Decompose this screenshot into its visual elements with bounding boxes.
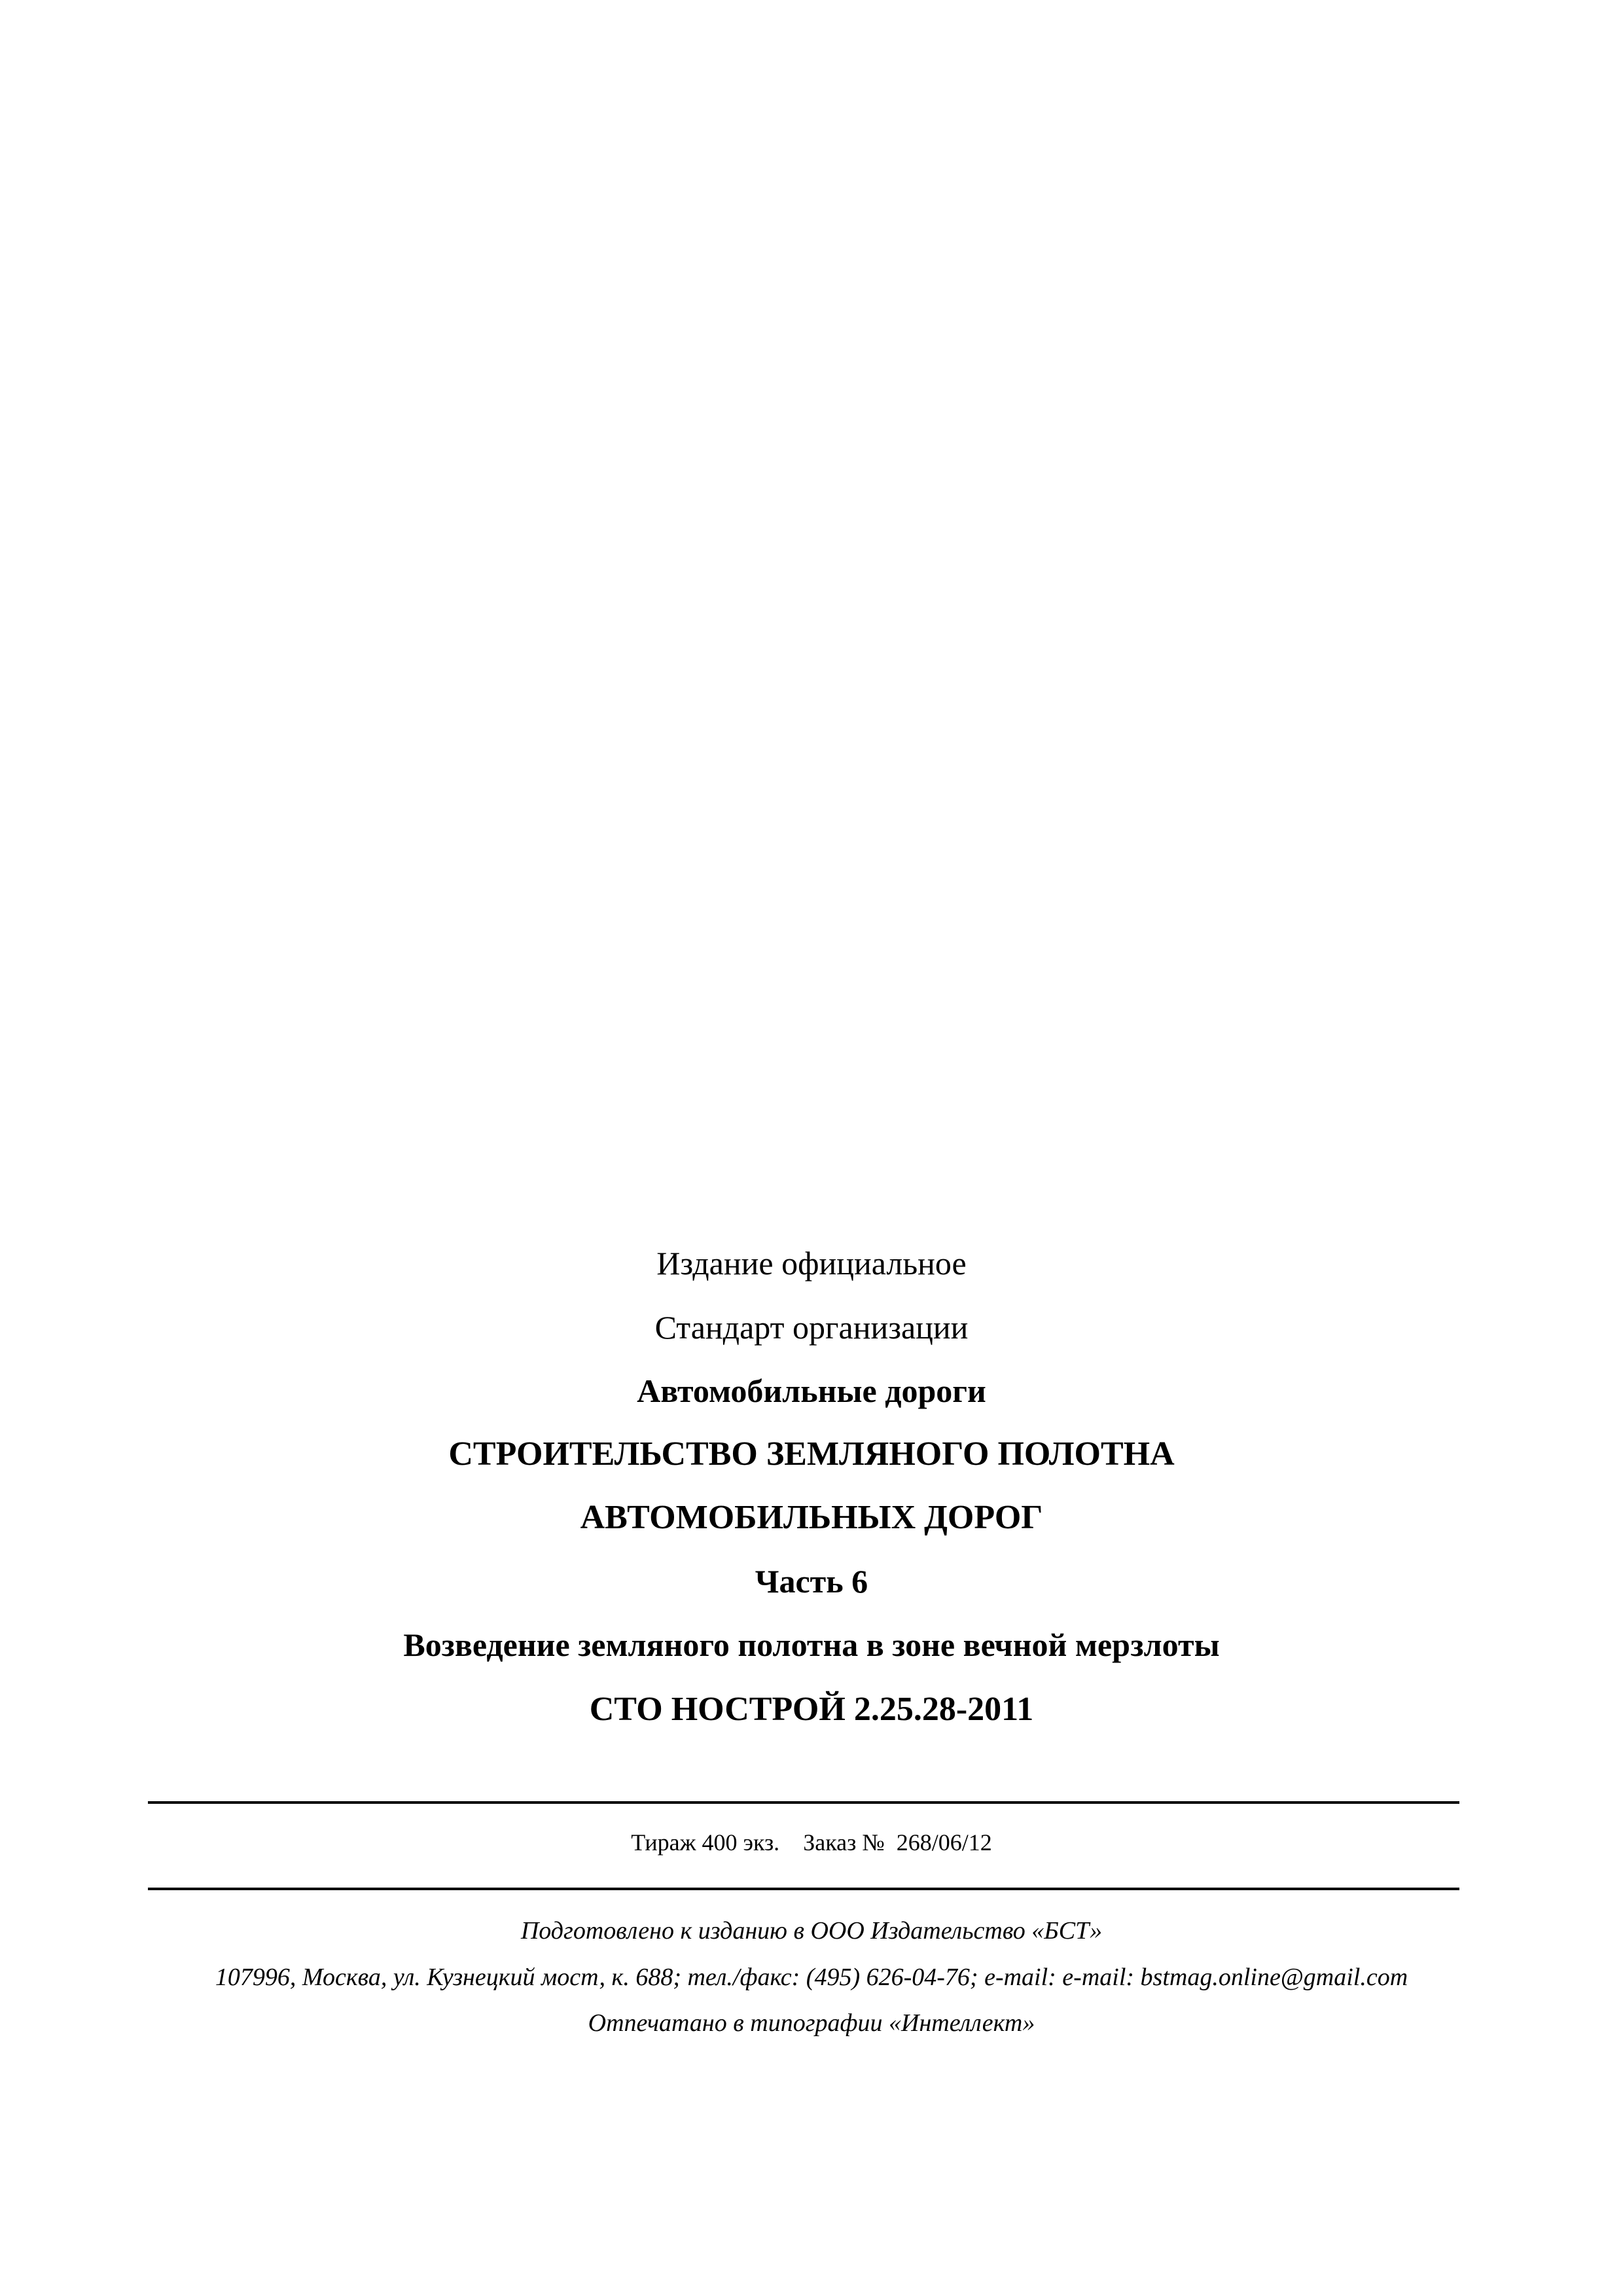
document-title-line-2: АВТОМОБИЛЬНЫХ ДОРОГ <box>580 1499 1043 1536</box>
standard-designation: СТО НОСТРОЙ 2.25.28-2011 <box>589 1691 1034 1728</box>
printing-house: Отпечатано в типографии «Интеллект» <box>588 2009 1035 2037</box>
official-edition-label: Издание официальное <box>656 1245 967 1282</box>
divider-bottom <box>148 1888 1459 1890</box>
publisher-prepared: Подготовлено к изданию в ООО Издательство «БСТ» <box>520 1917 1103 1945</box>
document-kind: Стандарт организации <box>654 1309 969 1346</box>
divider-top <box>148 1801 1459 1804</box>
document-title-line-1: СТРОИТЕЛЬСТВО ЗЕМЛЯНОГО ПОЛОТНА <box>448 1435 1175 1473</box>
publisher-address: 107996, Москва, ул. Кузнецкий мост, к. 688; тел./факс: (495) 626-04-76; e-mail: e-mail: bstmag.online@gmail.com <box>215 1964 1408 1991</box>
document-subject: Автомобильные дороги <box>637 1372 986 1409</box>
order-number: Заказ № 268/06/12 <box>803 1829 992 1856</box>
part-title: Возведение земляного полотна в зоне вечной мерзлоты <box>403 1626 1220 1663</box>
circulation-label: Тираж 400 экз. <box>631 1829 780 1856</box>
imprint-line <box>0 1831 1623 1854</box>
part-number: Часть 6 <box>755 1563 868 1600</box>
